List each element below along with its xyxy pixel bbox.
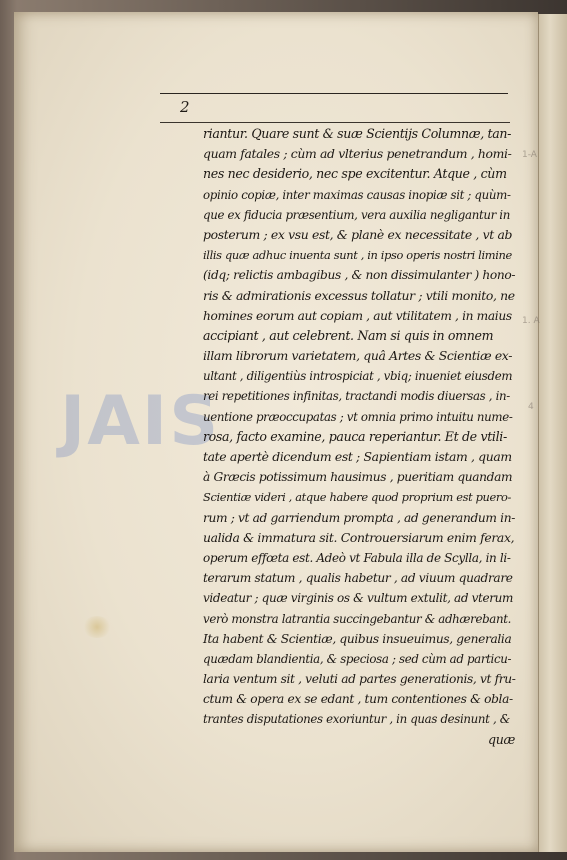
text-line: uentione præoccupatas ; vt omnia primo intuitu nume- (203, 409, 513, 424)
text-line: ris & admirationis excessus tollatur ; vtili monito, ne (203, 287, 515, 303)
text-line: riantur. Quare sunt & suæ Scientijs Columnæ, tan- (203, 126, 512, 141)
text-line: rei repetitiones infinitas, tractandi modis diuersas , in- (203, 389, 510, 404)
text-line: tate apertè dicendum est ; Sapientiam istam , quam (203, 449, 512, 464)
header-rule-lower (160, 122, 510, 123)
text-line: rosa, facto examine, pauca reperiantur. Et de vtili- (203, 428, 507, 444)
text-line: illis quæ adhuc inuenta sunt , in ipso operis nostri limine (203, 248, 512, 263)
paper-stain (82, 616, 112, 638)
text-line: operum effœta est. Adeò vt Fabula illa de Scylla, in li- (203, 550, 511, 565)
text-line: posterum ; ex vsu est, & planè ex necessitate , vt ab (203, 226, 513, 242)
text-line: terarum statum , qualis habetur , ad viuum quadrare (203, 571, 513, 586)
text-line: quædam blandientia, & speciosa ; sed cùm ad particu- (203, 651, 512, 666)
page-edge (538, 14, 567, 852)
text-line: laria ventum sit , veluti ad partes generationis, vt fru- (203, 672, 516, 687)
body-text (203, 124, 515, 750)
text-line: rum ; vt ad garriendum prompta , ad generandum in- (203, 510, 515, 525)
page-number: 2 (180, 98, 190, 116)
text-line: trantes disputationes exoriuntur , in quas desinunt , & (203, 712, 510, 727)
margin-note: 1. A (522, 316, 540, 326)
text-line: videatur ; quæ virginis os & vultum extulit, ad vterum (203, 591, 514, 606)
text-line: (idq; relictis ambagibus , & non dissimulanter ) hono- (203, 268, 516, 283)
text-line: ctum & opera ex se edant , tum contentiones & obla- (203, 692, 513, 707)
text-line: Ita habent & Scientiæ, quibus insueuimus, generalia (203, 631, 512, 646)
margin-note: 4 (528, 402, 534, 412)
text-line: verò monstra latrantia succingebantur & adhærebant. (203, 611, 511, 626)
catchword: quæ (488, 731, 515, 747)
text-line: homines eorum aut copiam , aut vtilitatem , in maius (203, 308, 512, 323)
header-rule (160, 93, 508, 94)
margin-note: 1-A (522, 150, 537, 160)
text-line: quam fatales ; cùm ad vlterius penetrandum , homi- (203, 146, 512, 162)
text-line: illam librorum varietatem, quâ Artes & Scientiæ ex- (203, 348, 513, 364)
text-line: ultant , diligentiùs introspiciat , vbiq; inueniet eiusdem (203, 369, 513, 384)
text-line: opinio copiæ, inter maximas causas inopiæ sit ; quùm- (203, 187, 511, 202)
text-line: Scientiæ videri , atque habere quod proprium est puero- (203, 490, 512, 505)
text-line: à Græcis potissimum hausimus , pueritiam quandam (203, 470, 513, 485)
text-line: que ex fiducia præsentium, vera auxilia negligantur in (203, 207, 510, 222)
watermark: JAIS (60, 382, 221, 461)
text-line: ualida & immatura sit. Controuersiarum enim ferax, (203, 529, 515, 545)
text-line: accipiant , aut celebrent. Nam si quis in omnem (203, 327, 494, 343)
text-line: nes nec desiderio, nec spe excitentur. Atque , cùm (203, 166, 507, 182)
